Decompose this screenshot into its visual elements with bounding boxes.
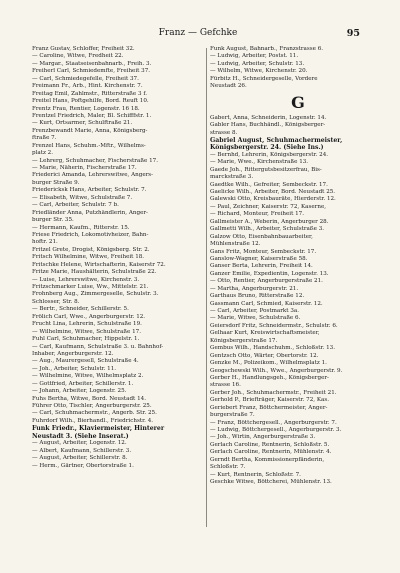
directory-entry: — Ludwig, Arbeiter, Schulstr. 13. [210,60,305,67]
directory-entry: Frucht Lina, Lehrerin, Schulstraße 19. [32,321,142,328]
directory-entry: ftraße 7. [32,135,57,142]
directory-entry: Fritzschmarker Luise, Ww., Mittelstr. 21. [32,284,149,290]
directory-entry: — Lehrerg, Schuhmacher, Fischerstraße 17. [32,157,158,164]
directory-entry: Fuhs Bertha, Witwe, Bord. Neustadt 14. [32,395,146,402]
directory-entry: — Richard, Monteur, Freiheit 17. [210,211,305,218]
directory-entry: Frenzbewandt Marie, Anna, Königsberg- [32,127,148,134]
directory-entry: — Ludwig, Böttchergesell., Angerburgerstr. 3. [210,427,342,433]
directory-entry: Fritsch Wilhelmine, Witwe, Freiheit 18. [32,254,145,261]
directory-entry: strasse 16. [210,382,241,389]
directory-entry: Gassmann Carl, Schmied, Kaiserstr. 12. [210,300,323,307]
directory-entry: Galzow Otto, Eisenbahnbauarbeiter, [210,233,313,240]
directory-entry: Geriebert Franz, Böttchermeister, Anger- [210,404,328,411]
directory-entry: Frohnberg Aug., Zimmergeselle, Schulstr. 3. [32,291,159,298]
directory-entry: — Kurt, Ortsarmer, Schulftraße 21. [32,120,133,127]
directory-entry: — Margar., Staatseisenbahnarb., Freih. 3. [32,60,152,67]
directory-entry: burger Straße 9. [32,179,80,186]
directory-entry: — Luise, Lehrerswitwe, Kirchenstr. 3. [32,276,140,283]
directory-entry: Gabler Hans, Buchhändl., Königsberger- [210,122,326,129]
directory-entry: Frenzel Hans, Schuhm.-Mftr., Wilhelms- [32,142,146,149]
directory-entry: Fritze Marie, Haushälterin, Schulstraße 22. [32,269,157,276]
directory-entry: platz 2. [32,150,54,157]
directory-entry: hoftr. 21. [32,239,58,246]
directory-entry: Freitag Emil, Zahlmstr., Ritterstraße 3 f. [32,90,147,97]
directory-entry: strasse 8. [210,129,238,136]
directory-entry: Schloßstr. 7. [210,464,246,471]
directory-entry: — Martha, Angerburgerstr. 21. [210,285,299,292]
directory-entry: Friese Friedrich, Lokomotivheizer, Bahn- [32,231,149,238]
directory-entry: Franz Gustav, Schloffer, Freiheit 32. [32,46,135,52]
directory-entry: Schlosser, Str. 8. [32,298,80,305]
directory-entry: Inhaber, Angerburgerstr. 12. [32,350,114,357]
directory-entry: Frentz Frau, Rentier, Logenstr. 16 18. [32,105,140,112]
directory-entry: — Carl, Schmiedegefelle, Freiheit 37. [32,75,139,82]
directory-entry: Königsbergerstr. 24. (Siehe Ins.) [210,144,324,152]
directory-entry: — Johann, Arbeiter, Logenstr. 25. [32,388,127,395]
directory-entry: burger Str. 35. [32,217,74,224]
directory-entry: Geschke Witwe, Böttcherei, Mühlenstr. 13. [210,479,332,486]
directory-entry: Gaelicke Wilh., Arbeiter, Bord. Neustadt 25. [210,189,336,195]
page-header [36,28,360,42]
directory-entry: Funk August, Bahnarb., Franzstrasse 6. [210,46,324,52]
directory-entry: Gerber Joh., Schuhmachermstr., Freiheit 21. [210,389,337,396]
directory-entry: burgerstraße 7. [210,412,255,419]
section-initial-letter: G [291,92,305,112]
directory-entry: — Carl, Arbeiter, Schulstr. 7 b. [32,202,119,209]
directory-entry: Geogschewski Wilh., Wwe., Angerburgerstr. 9. [210,367,343,374]
directory-entry: Freiherl Carl, Schmiedemfte, Freiheit 37. [32,68,151,75]
directory-entry: Gaedtke Wilh., Gefreiter, Sembeckstr. 17. [210,181,328,188]
directory-entry: Mühlenstraße 12. [210,241,261,248]
directory-entry: Gerndt Bertha, Kommissionerpfänderin, [210,456,325,463]
directory-entry: — August, Arbeiter, Schillerstr. 8. [32,455,128,462]
directory-entry: — Herm., Gärtner, Obertorstraße 1. [32,462,134,469]
directory-entry: Gallmeister A., Weberin, Angerburger 28. [210,218,329,225]
directory-entry: Gabert, Anna, Schneiderin, Logenstr. 14. [210,114,327,121]
directory-entry: Fuhl Carl, Schuhmacher, Hippelstr. 1. [32,336,140,343]
directory-entry: Garthaus Bruno, Ritterstraße 12. [210,293,305,300]
directory-entry: Gabriel August, Schuhmachermeister, [210,136,343,144]
column-divider [206,48,207,527]
directory-entry: Gerhold P., Briefträger, Kaiserstr. 72, Kas. [210,397,329,404]
directory-entry: marckstraße 3. [210,174,254,181]
running-head: Franz — Gefchke [158,28,238,38]
directory-entry: Geiersdorf Fritz, Schneidermstr., Schulstr. 6. [210,322,338,329]
left-column [32,46,208,470]
directory-entry: — Marie, Wwe., Kirchenstraße 13. [210,159,309,166]
directory-entry: Gans Fritz, Monteur, Sembeckstr. 17. [210,248,317,255]
directory-entry: Gembus Wilh., Handschuhm., Schloßstr. 13. [210,345,336,352]
directory-entry: Fürbitz H., Schneidergeselle, Vordere [210,75,318,82]
directory-entry: Gentzsch Otto, Wärter, Obertorstr. 12. [210,352,319,359]
directory-entry: — Paul, Zeichner, Kaiserstr. 72, Kaserne, [210,203,327,210]
directory-entry: — Wilhelmine, Witwe, Wilhelmsplatz 2. [32,373,144,380]
directory-entry: — Otto, Rentier, Angerburgerstraße 21. [210,278,323,285]
directory-entry: Freimann Fr., Arb., Hint. Kirchenstr. 7. [32,83,143,90]
directory-entry: Friedericksk Hans, Arbeiter, Schulstr. 7. [32,187,147,194]
directory-entry: — Ludwig, Arbeiter, Postst. 11. [210,53,299,60]
directory-entry: — Joh., Wirtin, Angerburgerstraße 3. [210,434,316,441]
directory-entry: — Elisabeth, Witwe, Schulstraße 7. [32,194,133,201]
directory-entry: — August, Arbeiter, Logenstr. 12. [32,440,127,447]
directory-entry: Frölich Carl, Wwe., Angerburgerstr. 12. [32,313,146,320]
directory-entry: — Bernhd, Lehrerin, Königsbergerstr. 24. [210,151,329,158]
directory-entry: — Caroline, Witwe, Fredheit 22. [32,53,124,60]
page-number: 95 [346,28,360,39]
directory-entry: Fuhrdorf Wilh., Bierhandl., Friedrichstr. 4. [32,417,154,424]
directory-entry: Gaede Joh., Rittergutsbesitzerfrau, Bis- [210,166,322,173]
directory-entry: — Joh., Arbeiter, Schulstr. 11. [32,365,117,372]
directory-entry: Fritschke Helene, Wirtschafterin, Kaiserstr 72. [32,261,166,268]
directory-entry: Neustadt 26. [210,83,247,90]
directory-entry: Gallmetti Wilh., Arbeiter, Schulstraße 3. [210,226,325,233]
directory-entry: Friederici Amanda, Lehrerswitwe, Angers- [32,172,154,179]
directory-entry: Gerber H., Handlungsgeh., Königsberger- [210,374,329,381]
directory-entry: Galewski Otto, Kreisbauräte, Hierderstr. 12. [210,196,336,203]
directory-entry: Neustadt 3. (Siehe Inserat.) [32,432,129,440]
directory-entry: Ganser Berta, Lehrerin, Freiheit 14. [210,263,313,270]
directory-entry: Ganzer Emilie, Expedientin, Logenstr. 13. [210,270,329,277]
directory-entry: Ganslow-Wagner, Kaiserstraße 58. [210,255,308,262]
directory-entry: Führer Otto, Tischler, Angerburgerstr. 25. [32,403,152,409]
directory-entry: — Franz, Böttchergesell., Angerburgerstr. 7. [210,419,337,426]
directory-entry: — Kurt, Rentnerin, Schloßstr. 7. [210,471,301,478]
directory-entry: — Marie, Näherin, Fischerstraße 17. [32,165,137,171]
directory-entry: — Carl, Kaufmann, Schulstraße 3. u. Bahnhof- [32,343,164,350]
directory-entry: Gelhaar Kurt, Kreiswirtschaftsmeister, [210,330,320,337]
directory-entry: — Marie, Witwe, Schulstraße 6. [210,315,301,322]
directory-entry: — Bertr., Schneider, Schillerstr. 5. [32,306,129,313]
directory-entry: — Aug., Maurergesell, Schulstraße 4. [32,358,139,365]
directory-entry: Freitel Hans, Poftgehilfe, Bord. Reuft 10. [32,98,149,105]
directory-entry: — Hermann, Kaufm., Ritterstr. 15. [32,224,130,231]
directory-entry: Königsbergerstraße 17. [210,337,278,344]
directory-entry: Frentzel Friedrich, Maler, Bl. Schifffstr. 1. [32,112,152,119]
right-column [210,46,386,487]
directory-entry: Genzke M., Polizeikom., Wilhelmsplatz 1. [210,360,327,367]
directory-entry: — Albert, Kaufmann, Schillerstr. 3. [32,447,132,454]
directory-entry: Fritzel Grete, Drogist, Königsberg. Str. 2. [32,246,150,253]
directory-entry: Gerlach Caroline, Rentnerin, Schloßstr. 5. [210,441,330,448]
directory-entry: Friedländer Anna, Putzhändlerin, Anger- [32,209,148,216]
directory-entry: Gerlach Caroline, Rentnerin, Mühlenstr. 4. [210,449,332,456]
directory-entry: — Wilhelmine, Witwe, Schulstraße 17. [32,328,142,335]
directory-entry: — Wilhelm, Witwe, Kirchenstr. 20. [210,68,308,75]
directory-entry: Funk Friedr., Klaviermeister, Hinterer [32,425,165,433]
directory-entry: — Carl, Arbeiter, Postmarkt 3a. [210,308,299,314]
directory-entry: — Gottfried, Arbeiter, Schillerstr. 1. [32,380,134,387]
directory-entry: — Carl, Schuhmachermstr., Angerb. Str. 25. [32,410,157,417]
